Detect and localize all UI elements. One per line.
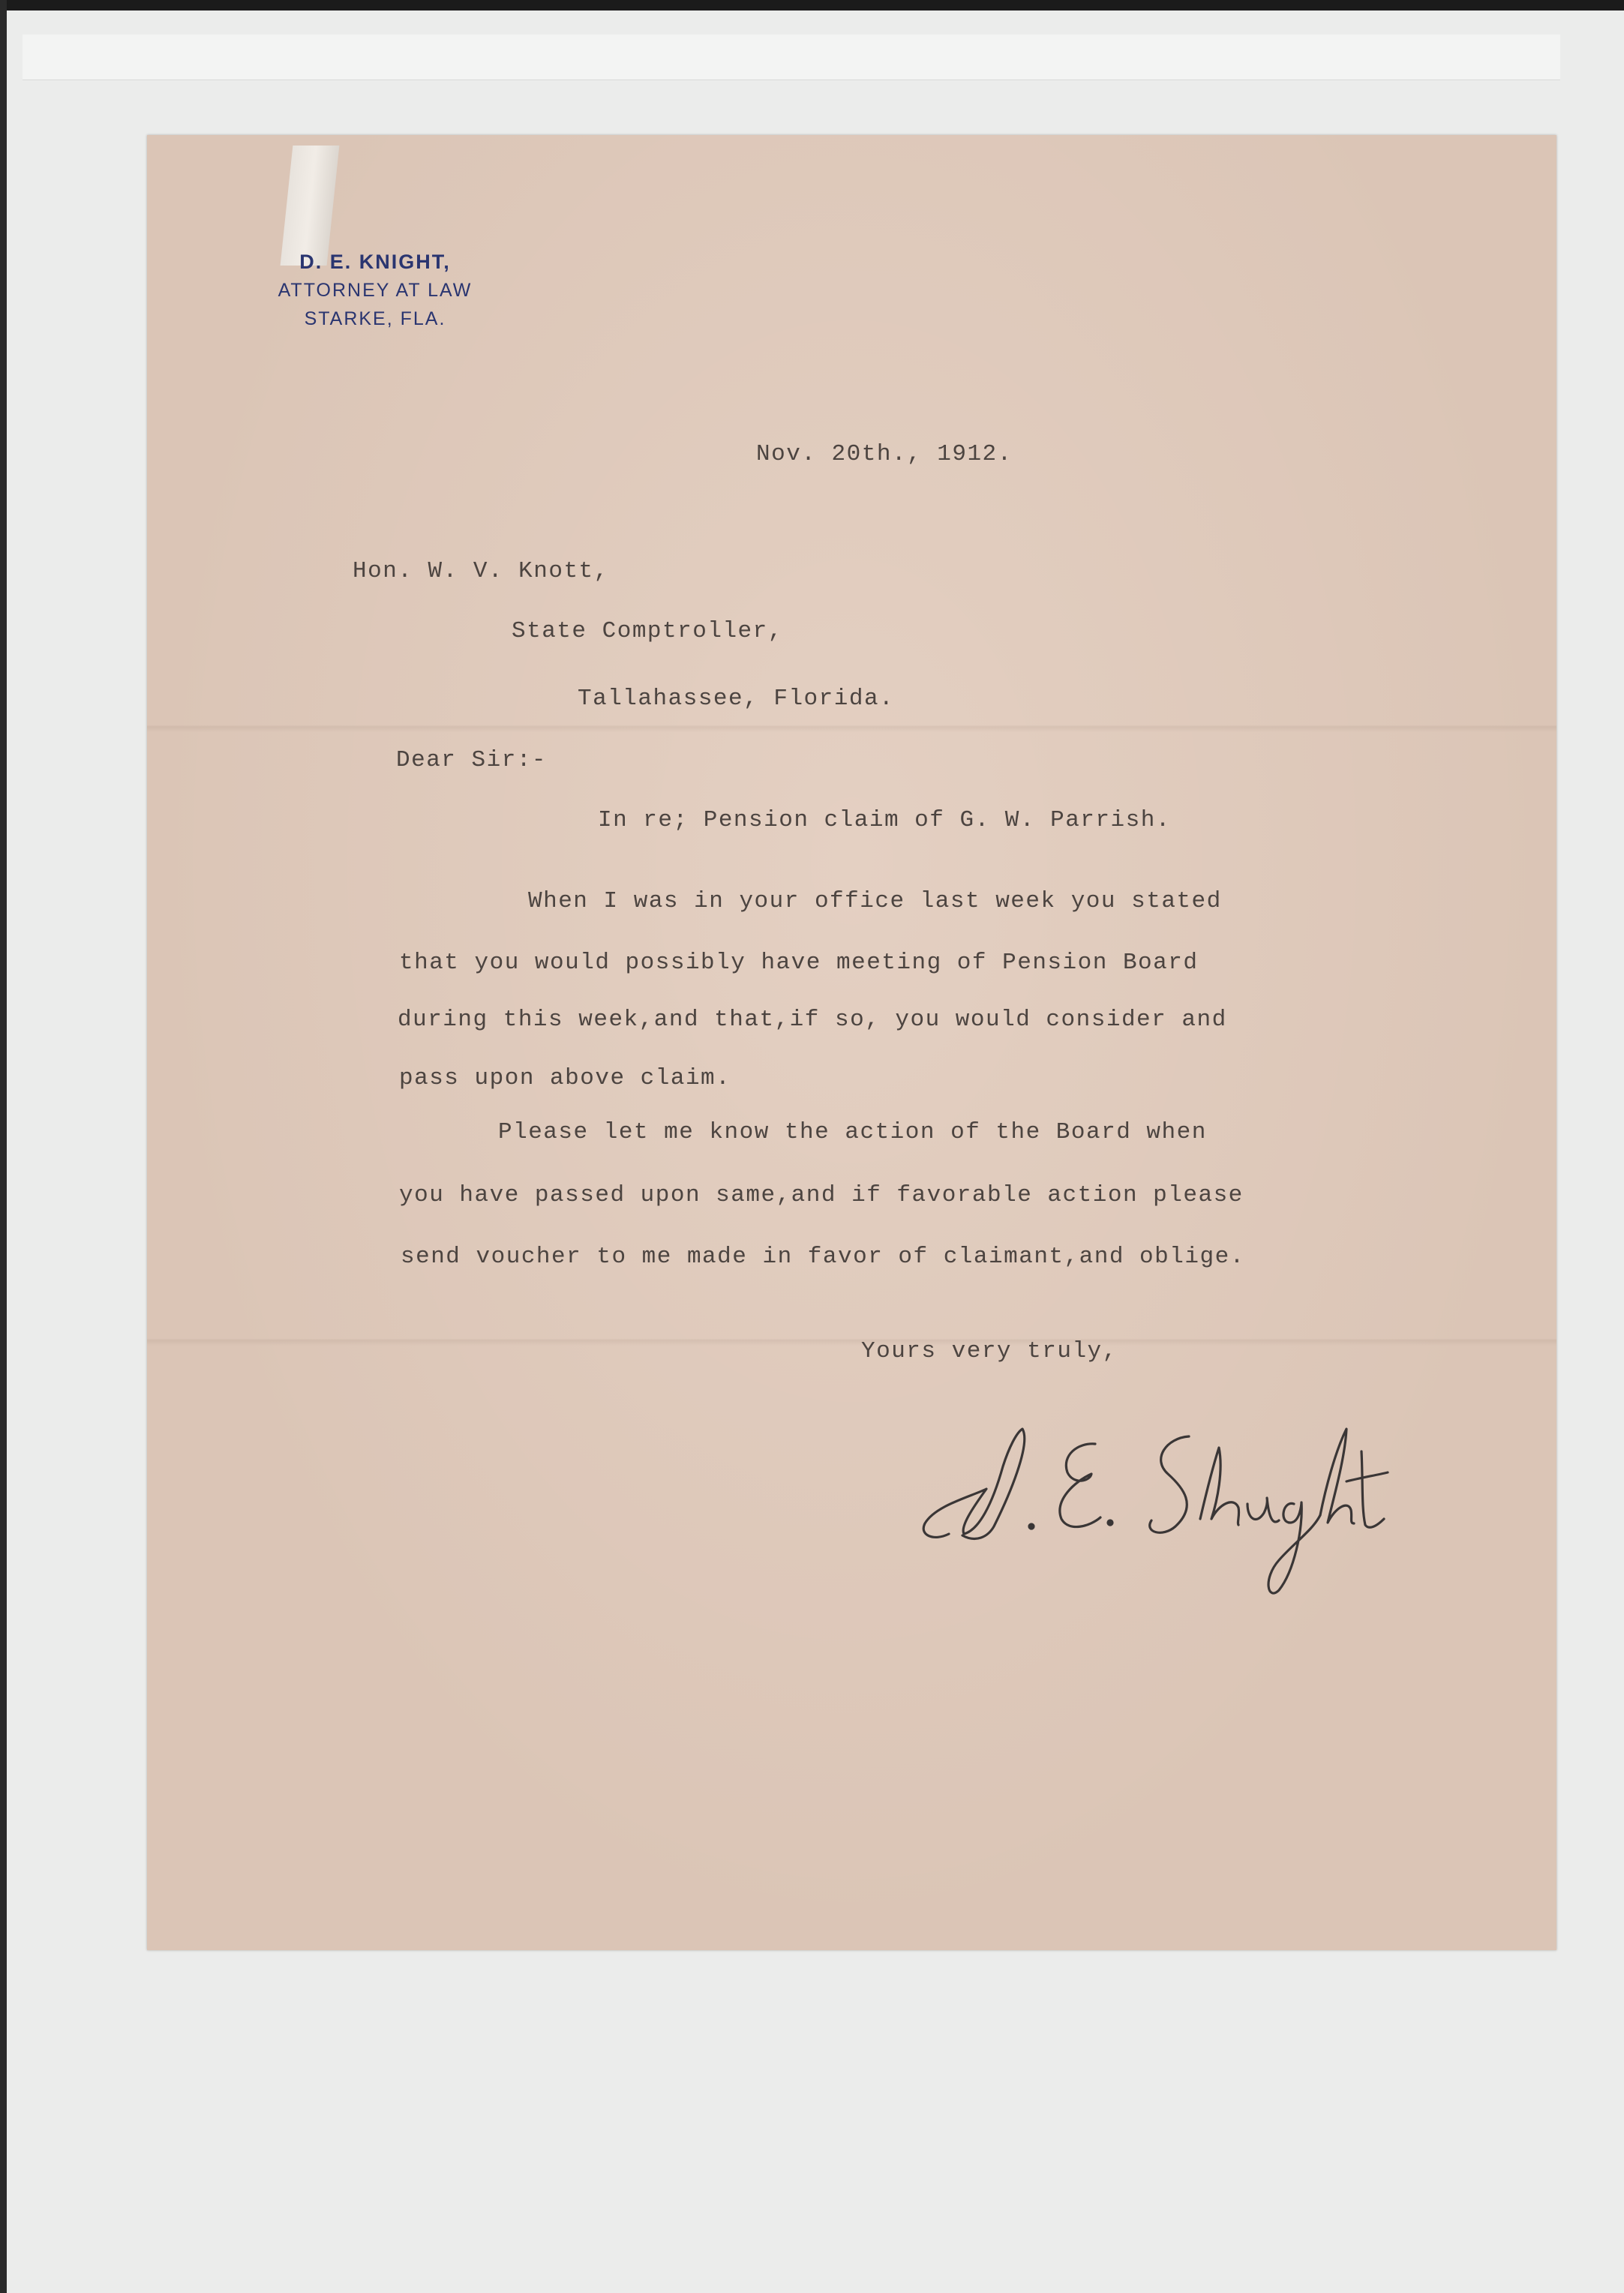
recipient-title: State Comptroller, [512, 618, 783, 644]
body-line: during this week,and that,if so, you would consider and [398, 1007, 1227, 1033]
body-line: that you would possibly have meeting of Pension Board [399, 950, 1199, 976]
letter-paper [147, 135, 1556, 1950]
closing: Yours very truly, [861, 1338, 1118, 1364]
body-line: When I was in your office last week you stated [528, 888, 1222, 914]
letterhead-name: D. E. KNIGHT, [299, 251, 451, 273]
letterhead [248, 248, 503, 333]
scan-background-strip [23, 35, 1560, 80]
salutation: Dear Sir:- [396, 747, 548, 773]
letter-date: Nov. 20th., 1912. [756, 441, 1013, 467]
handwritten-signature [904, 1376, 1391, 1601]
recipient-city: Tallahassee, Florida. [578, 686, 895, 712]
body-line: you have passed upon same,and if favorable action please [399, 1182, 1244, 1208]
body-line: Please let me know the action of the Board when [498, 1119, 1207, 1145]
letterhead-title: ATTORNEY AT LAW [278, 280, 473, 301]
recipient-name: Hon. W. V. Knott, [353, 558, 609, 584]
scan-edge-top [0, 0, 1624, 11]
body-line: send voucher to me made in favor of claimant,and oblige. [401, 1244, 1245, 1270]
body-line: pass upon above claim. [399, 1065, 731, 1091]
scan-edge-left [0, 0, 7, 2293]
subject-line: In re; Pension claim of G. W. Parrish. [598, 807, 1171, 833]
letterhead-location: STARKE, FLA. [304, 308, 446, 329]
